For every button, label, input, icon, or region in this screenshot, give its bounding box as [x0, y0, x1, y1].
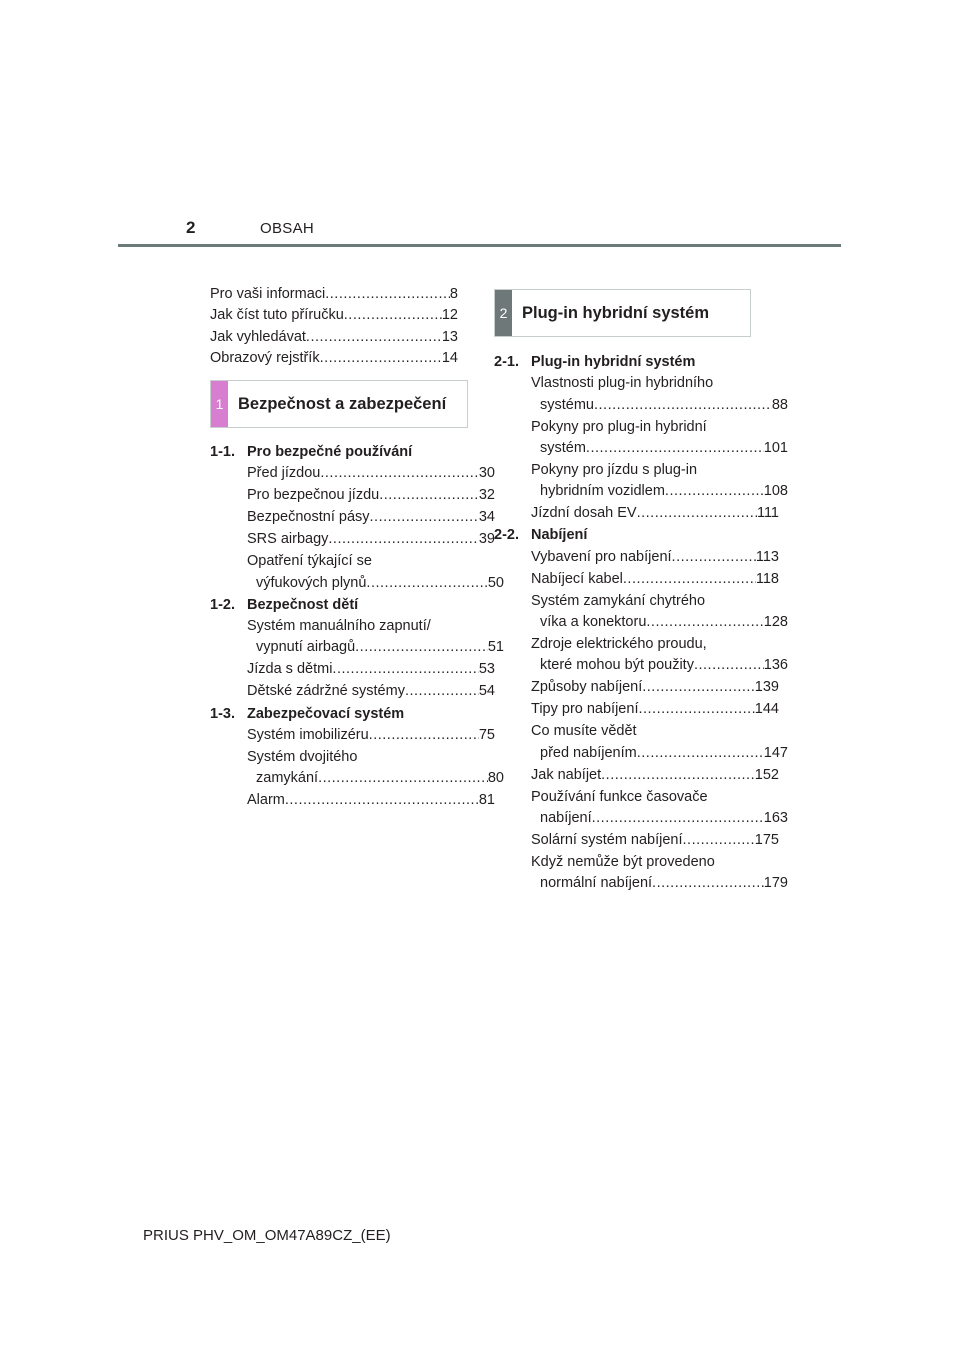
- toc-page-number: 118: [755, 570, 779, 587]
- toc-entry-title: výfukových plynů: [256, 574, 367, 591]
- toc-item: [210, 659, 495, 680]
- toc-entry-title: Zdroje elektrického proudu,: [531, 635, 707, 652]
- toc-leader-dots: [665, 481, 764, 502]
- toc-entry[interactable]: [494, 612, 788, 633]
- chapter-title: Nabíjení: [531, 527, 588, 544]
- toc-page-number: 144: [754, 701, 779, 718]
- toc-leader-dots: [355, 637, 488, 658]
- toc-page-number: 13: [441, 328, 458, 345]
- toc-entry-title: Způsoby nabíjení: [531, 679, 643, 696]
- toc-entry[interactable]: [210, 348, 458, 369]
- toc-entry[interactable]: [494, 481, 788, 502]
- toc-entry[interactable]: [210, 507, 495, 528]
- toc-entry-title: Co musíte vědět: [531, 723, 637, 740]
- toc-leader-dots: [683, 830, 755, 851]
- chapter-heading[interactable]: [210, 442, 458, 463]
- toc-leader-dots: [370, 507, 479, 528]
- toc-entry-title: Jak vyhledávat: [210, 328, 306, 345]
- toc-item: [210, 725, 495, 746]
- toc-leader-dots: [637, 503, 757, 524]
- toc-page-number: 139: [754, 679, 779, 696]
- toc-page-number: 39: [478, 531, 495, 548]
- toc-page-number: 175: [754, 831, 779, 848]
- toc-item: [494, 634, 788, 677]
- toc-leader-dots: [366, 573, 487, 594]
- toc-item: [210, 681, 495, 702]
- toc-leader-dots: [637, 743, 764, 764]
- toc-entry-title: Dětské zádržné systémy: [247, 683, 405, 700]
- toc-entry-title: Jízdní dosah EV: [531, 505, 637, 522]
- toc-item: [494, 677, 779, 698]
- toc-item: [210, 551, 504, 594]
- toc-entry-title: Tipy pro nabíjení: [531, 701, 639, 718]
- chapter-heading[interactable]: [210, 595, 458, 616]
- toc-entry[interactable]: [494, 395, 788, 416]
- section-1-title: Bezpečnost a zabezpečení: [238, 394, 447, 413]
- toc-entry-title: Alarm: [247, 792, 285, 809]
- toc-entry-title: Systém zamykání chytrého: [531, 592, 706, 609]
- toc-entry-title: nabíjení: [540, 809, 592, 826]
- toc-leader-dots: [592, 808, 764, 829]
- toc-leader-dots: [652, 873, 764, 894]
- toc-entry-title: Používání funkce časovače: [531, 788, 708, 805]
- toc-entry[interactable]: [494, 655, 788, 676]
- toc-entry-title: zamykání: [256, 770, 319, 787]
- toc-leader-dots: [646, 612, 763, 633]
- toc-entry-title: Když nemůže být provedeno: [531, 853, 715, 870]
- toc-page-number: 113: [755, 548, 779, 565]
- toc-item: [494, 417, 788, 460]
- toc-item: [494, 852, 788, 895]
- toc-entry-title: Vybavení pro nabíjení: [531, 548, 672, 565]
- chapter-title: Plug-in hybridní systém: [531, 354, 696, 370]
- toc-item: [494, 547, 779, 568]
- chapter-heading[interactable]: [494, 352, 742, 373]
- toc-page-number: 8: [449, 286, 458, 302]
- toc-leader-dots: [285, 790, 479, 811]
- toc-leader-dots: [601, 765, 755, 786]
- toc-leader-dots: [623, 569, 756, 590]
- toc-entry-title: SRS airbagy: [247, 531, 329, 548]
- section-2-tab: 2: [495, 290, 512, 336]
- toc-entry[interactable]: [210, 681, 495, 702]
- toc-entry-title: Obrazový rejstřík: [210, 349, 320, 366]
- chapter-number: 1-1.: [210, 444, 235, 460]
- toc-item: [210, 529, 495, 550]
- toc-entry[interactable]: [210, 327, 458, 348]
- toc-item: [494, 765, 779, 786]
- toc-page-number: 136: [763, 657, 788, 674]
- toc-page-number: 80: [487, 770, 504, 787]
- toc-leader-dots: [332, 659, 478, 680]
- toc-entry-title: Pokyny pro jízdu s plug-in: [531, 461, 698, 478]
- toc-page-number: 54: [478, 683, 495, 700]
- toc-entry-title: vypnutí airbagů: [256, 639, 356, 656]
- toc-entry[interactable]: [210, 573, 504, 594]
- toc-entry[interactable]: [494, 873, 788, 894]
- toc-page-number: 50: [487, 574, 504, 591]
- chapter-number: 2-2.: [494, 527, 519, 544]
- toc-leader-dots: [642, 677, 755, 698]
- toc-page-number: 111: [756, 505, 779, 522]
- toc-leader-dots: [328, 529, 478, 550]
- toc-item: [494, 460, 788, 503]
- toc-leader-dots: [369, 725, 479, 746]
- toc-entry-title: Nabíjecí kabel: [531, 570, 623, 587]
- toc-entry-title: Před jízdou: [247, 465, 321, 482]
- toc-leader-dots: [594, 395, 772, 416]
- toc-leader-dots: [379, 485, 479, 506]
- toc-item: [494, 830, 779, 851]
- section-1-list: [210, 441, 504, 812]
- toc-leader-dots: [638, 699, 754, 720]
- toc-item: [494, 699, 779, 720]
- toc-entry-title: Jak nabíjet: [531, 766, 602, 783]
- header-rule: [118, 244, 841, 247]
- toc-entry[interactable]: [210, 305, 458, 326]
- toc-entry-title: systému: [540, 396, 594, 413]
- toc-entry-title: normální nabíjení: [540, 875, 653, 892]
- toc-entry[interactable]: [210, 659, 495, 680]
- toc-entry[interactable]: [494, 699, 779, 720]
- toc-entry[interactable]: [210, 637, 504, 658]
- toc-page-number: 14: [441, 349, 458, 366]
- toc-leader-dots: [320, 348, 442, 369]
- toc-item: [210, 485, 495, 506]
- toc-item: [210, 616, 504, 659]
- toc-page-number: 12: [441, 307, 458, 324]
- toc-page-number: 152: [754, 766, 779, 783]
- toc-entry[interactable]: [494, 503, 779, 524]
- section-1-box[interactable]: [210, 380, 468, 428]
- toc-entry[interactable]: [494, 743, 788, 764]
- toc-entry-title: Vlastnosti plug-in hybridního: [531, 375, 714, 392]
- toc-entry-title: hybridním vozidlem: [540, 483, 665, 500]
- toc-entry-title: Systém dvojitého: [247, 748, 358, 765]
- toc-entry[interactable]: [210, 284, 458, 305]
- toc-entry[interactable]: [494, 677, 779, 698]
- toc-item: [210, 507, 495, 528]
- page-number: 2: [186, 218, 196, 237]
- toc-item: [494, 787, 788, 830]
- toc-page-number: 34: [478, 509, 495, 526]
- toc-leader-dots: [306, 327, 442, 348]
- toc-entry-title: Systém manuálního zapnutí/: [247, 618, 431, 635]
- chapter-heading[interactable]: [494, 525, 742, 546]
- toc-entry[interactable]: [210, 485, 495, 506]
- toc-item: [494, 721, 788, 764]
- toc-page-number: 51: [487, 639, 504, 656]
- toc-item: [494, 569, 779, 590]
- toc-page-number: 88: [771, 396, 788, 413]
- toc-entry-title: systém: [540, 439, 586, 456]
- toc-entry-title: Pokyny pro plug-in hybridní: [531, 418, 707, 435]
- toc-entry-title: Opatření týkající se: [247, 553, 372, 570]
- toc-page-number: 163: [763, 809, 788, 826]
- toc-entry[interactable]: [494, 808, 788, 829]
- toc-leader-dots: [672, 547, 756, 568]
- toc-leader-dots: [320, 463, 479, 484]
- toc-entry-title: Jízda s dětmi: [247, 661, 333, 678]
- toc-entry-title: Bezpečnostní pásy: [247, 509, 370, 526]
- toc-item: [210, 747, 504, 790]
- toc-leader-dots: [325, 284, 450, 305]
- toc-entry-title: Solární systém nabíjení: [531, 831, 683, 848]
- toc-page-number: 30: [478, 465, 495, 482]
- section-2-title: Plug-in hybridní systém: [522, 303, 710, 322]
- toc-page-number: 75: [478, 726, 495, 743]
- chapter-number: 1-3.: [210, 705, 235, 722]
- toc-page-number: 147: [763, 744, 788, 761]
- toc-entry[interactable]: [210, 463, 495, 484]
- toc-leader-dots: [318, 768, 488, 789]
- chapter-number: 2-1.: [494, 354, 519, 370]
- section-1-tab: 1: [211, 381, 228, 427]
- header-title: OBSAH: [260, 220, 315, 237]
- toc-item: [494, 503, 779, 524]
- toc-entry-title: Systém imobilizéru: [247, 726, 369, 743]
- intro-list: [210, 284, 458, 369]
- toc-entry[interactable]: [494, 438, 788, 459]
- toc-page-number: 179: [763, 875, 788, 892]
- chapter-title: Bezpečnost dětí: [247, 596, 359, 613]
- toc-page-number: 53: [478, 661, 495, 678]
- toc-page-number: 32: [478, 487, 495, 504]
- chapter-number: 1-2.: [210, 596, 235, 613]
- toc-item: [210, 790, 495, 811]
- toc-entry-title: Pro vaši informaci: [210, 286, 326, 302]
- toc-entry[interactable]: [494, 547, 779, 568]
- toc-entry[interactable]: [210, 790, 495, 811]
- toc-leader-dots: [694, 655, 764, 676]
- toc-entry[interactable]: [494, 569, 779, 590]
- toc-entry[interactable]: [494, 765, 779, 786]
- toc-entry-title: které mohou být použity: [540, 657, 694, 674]
- toc-entry[interactable]: [210, 768, 504, 789]
- toc-page-number: 128: [763, 614, 788, 630]
- chapter-title: Pro bezpečné používání: [247, 444, 413, 460]
- toc-item: [494, 373, 788, 416]
- toc-entry[interactable]: [210, 725, 495, 746]
- toc-entry[interactable]: [494, 830, 779, 851]
- toc-entry-title: před nabíjením: [540, 744, 637, 761]
- footer-doc-id: PRIUS PHV_OM_OM47A89CZ_(EE): [143, 1227, 391, 1244]
- toc-page-number: 101: [763, 439, 788, 456]
- toc-entry[interactable]: [210, 529, 495, 550]
- toc-leader-dots: [586, 438, 764, 459]
- chapter-title: Zabezpečovací systém: [247, 705, 405, 722]
- toc-item: [210, 463, 495, 484]
- toc-entry-title: Pro bezpečnou jízdu: [247, 487, 380, 504]
- toc-page-number: 81: [478, 792, 495, 809]
- toc-leader-dots: [405, 681, 479, 702]
- toc-item: [494, 591, 788, 634]
- toc-page-number: 108: [763, 483, 788, 500]
- toc-entry-title: Jak číst tuto příručku: [210, 307, 344, 324]
- toc-leader-dots: [344, 305, 442, 326]
- section-2-list: [494, 351, 788, 895]
- section-2-box[interactable]: [494, 289, 751, 337]
- chapter-heading[interactable]: [210, 704, 458, 725]
- toc-entry-title: víka a konektoru: [540, 614, 647, 630]
